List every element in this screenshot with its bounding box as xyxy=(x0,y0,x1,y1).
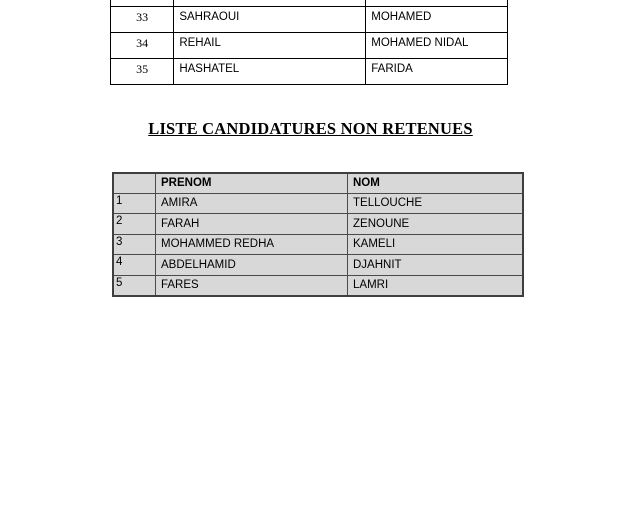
table-cell-nom: ZENOUNE xyxy=(348,214,524,235)
table-cell-prenom: MOHAMMED REDHA xyxy=(156,234,348,255)
table-cell-firstname: MOHAMED NIDAL xyxy=(366,33,508,59)
table-cell-number: 33 xyxy=(111,7,174,33)
table-cell-number: 1 xyxy=(113,193,156,214)
header-cell-nom: NOM xyxy=(348,173,524,193)
table-cell-prenom: ABDELHAMID xyxy=(156,255,348,276)
header-cell-number xyxy=(113,173,156,193)
table-cell-prenom: AMIRA xyxy=(156,193,348,214)
table-cell-nom: LAMRI xyxy=(348,275,524,296)
table-row xyxy=(113,255,523,276)
table-cell-firstname: MOHAMED xyxy=(366,7,508,33)
table-cell-number: 35 xyxy=(111,59,174,85)
table-header-row xyxy=(113,173,523,193)
table-row xyxy=(111,59,508,85)
table-row xyxy=(111,33,508,59)
table-cell-number: 5 xyxy=(113,275,156,296)
table-row xyxy=(111,7,508,33)
table-cell-nom: KAMELI xyxy=(348,234,524,255)
table-row xyxy=(113,193,523,214)
table-cell-number: 3 xyxy=(113,234,156,255)
retained-candidates-table xyxy=(110,0,508,85)
non-retained-candidates-table xyxy=(112,172,524,297)
header-cell-prenom: PRENOM xyxy=(156,173,348,193)
table-cell-number: 2 xyxy=(113,214,156,235)
table-cell-prenom: FARES xyxy=(156,275,348,296)
table-row xyxy=(113,214,523,235)
section-title: LISTE CANDIDATURES NON RETENUES xyxy=(148,119,473,138)
table-cell-nom: DJAHNIT xyxy=(348,255,524,276)
table-cell-nom: TELLOUCHE xyxy=(348,193,524,214)
table-row xyxy=(113,275,523,296)
table-cell-prenom: FARAH xyxy=(156,214,348,235)
table-cell-firstname: FARIDA xyxy=(366,59,508,85)
table-cell-number: 34 xyxy=(111,33,174,59)
table-cell-name: SAHRAOUI xyxy=(174,7,366,33)
table-cell-number: 4 xyxy=(113,255,156,276)
table-cell-name: HASHATEL xyxy=(174,59,366,85)
table-cell-name: REHAIL xyxy=(174,33,366,59)
table-row xyxy=(113,234,523,255)
